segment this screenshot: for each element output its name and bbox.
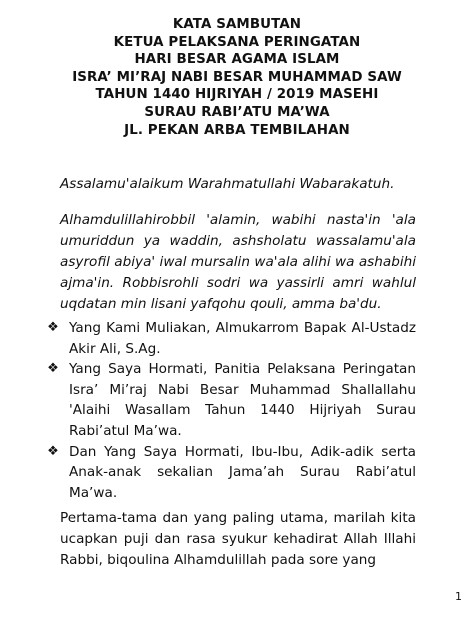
heading-line-occasion: ISRA’ MI’RAJ NABI BESAR MUHAMMAD SAW (72, 69, 402, 85)
heading-line-role: KETUA PELAKSANA PERINGATAN (113, 34, 361, 50)
diamond-star-icon: ❖ (47, 361, 59, 377)
heading-line-title: KATA SAMBUTAN (172, 17, 302, 32)
hamdalah-paragraph: Alhamdulillahirobbil 'alamin, wabihi nasta'in 'ala umuriddun ya waddin, ashsholatu wassalamu'ala asyrofil abiya' iwal mursalin wa'ala alihi wa ashabihi ajma'in. Robbisrohli sodri wa yassirli amri wahlul uqdatan min lisani yafqohu qouli, amma ba'du. (60, 212, 416, 312)
addressee-text: Yang Kami Muliakan, Almukarrom Bapak Al-Ustadz Akir Ali, S.Ag. (69, 320, 416, 357)
heading-line-address: JL. PEKAN ARBA TEMBILAHAN (124, 122, 350, 138)
heading-line-venue: SURAU RABI’ATU MA’WA (144, 104, 330, 120)
addressee-text: Dan Yang Saya Hormati, Ibu-Ibu, Adik-adik serta Anak-anak sekalian Jama’ah Surau Rabi’atul Ma’wa. (69, 443, 416, 501)
page-number: 1 (455, 590, 462, 603)
list-item (45, 318, 416, 359)
opening-paragraph: Pertama-tama dan yang paling utama, marilah kita ucapkan puji dan rasa syukur kehadirat Allah Illahi Rabbi, biqoulina Alhamdulillah pada sore yang (60, 510, 416, 568)
addressee-list (45, 318, 416, 503)
diamond-star-icon: ❖ (47, 443, 59, 459)
list-item (45, 442, 416, 504)
document-heading (40, 16, 434, 139)
diamond-star-icon: ❖ (47, 320, 59, 335)
addressee-text: Yang Saya Hormati, Panitia Pelaksana Peringatan Isra’ Mi’raj Nabi Besar Muhammad Shallallahu 'Alaihi Wasallam Tahun 1440 Hijriyah Surau Rabi’atul Ma’wa. (69, 361, 416, 439)
greeting-text: Assalamu'alaikum Warahmatullahi Wabarakatuh. (60, 176, 395, 192)
heading-line-event: HARI BESAR AGAMA ISLAM (134, 52, 340, 68)
list-item (45, 359, 416, 441)
heading-line-year: TAHUN 1440 HIJRIYAH / 2019 MASEHI (95, 87, 379, 103)
